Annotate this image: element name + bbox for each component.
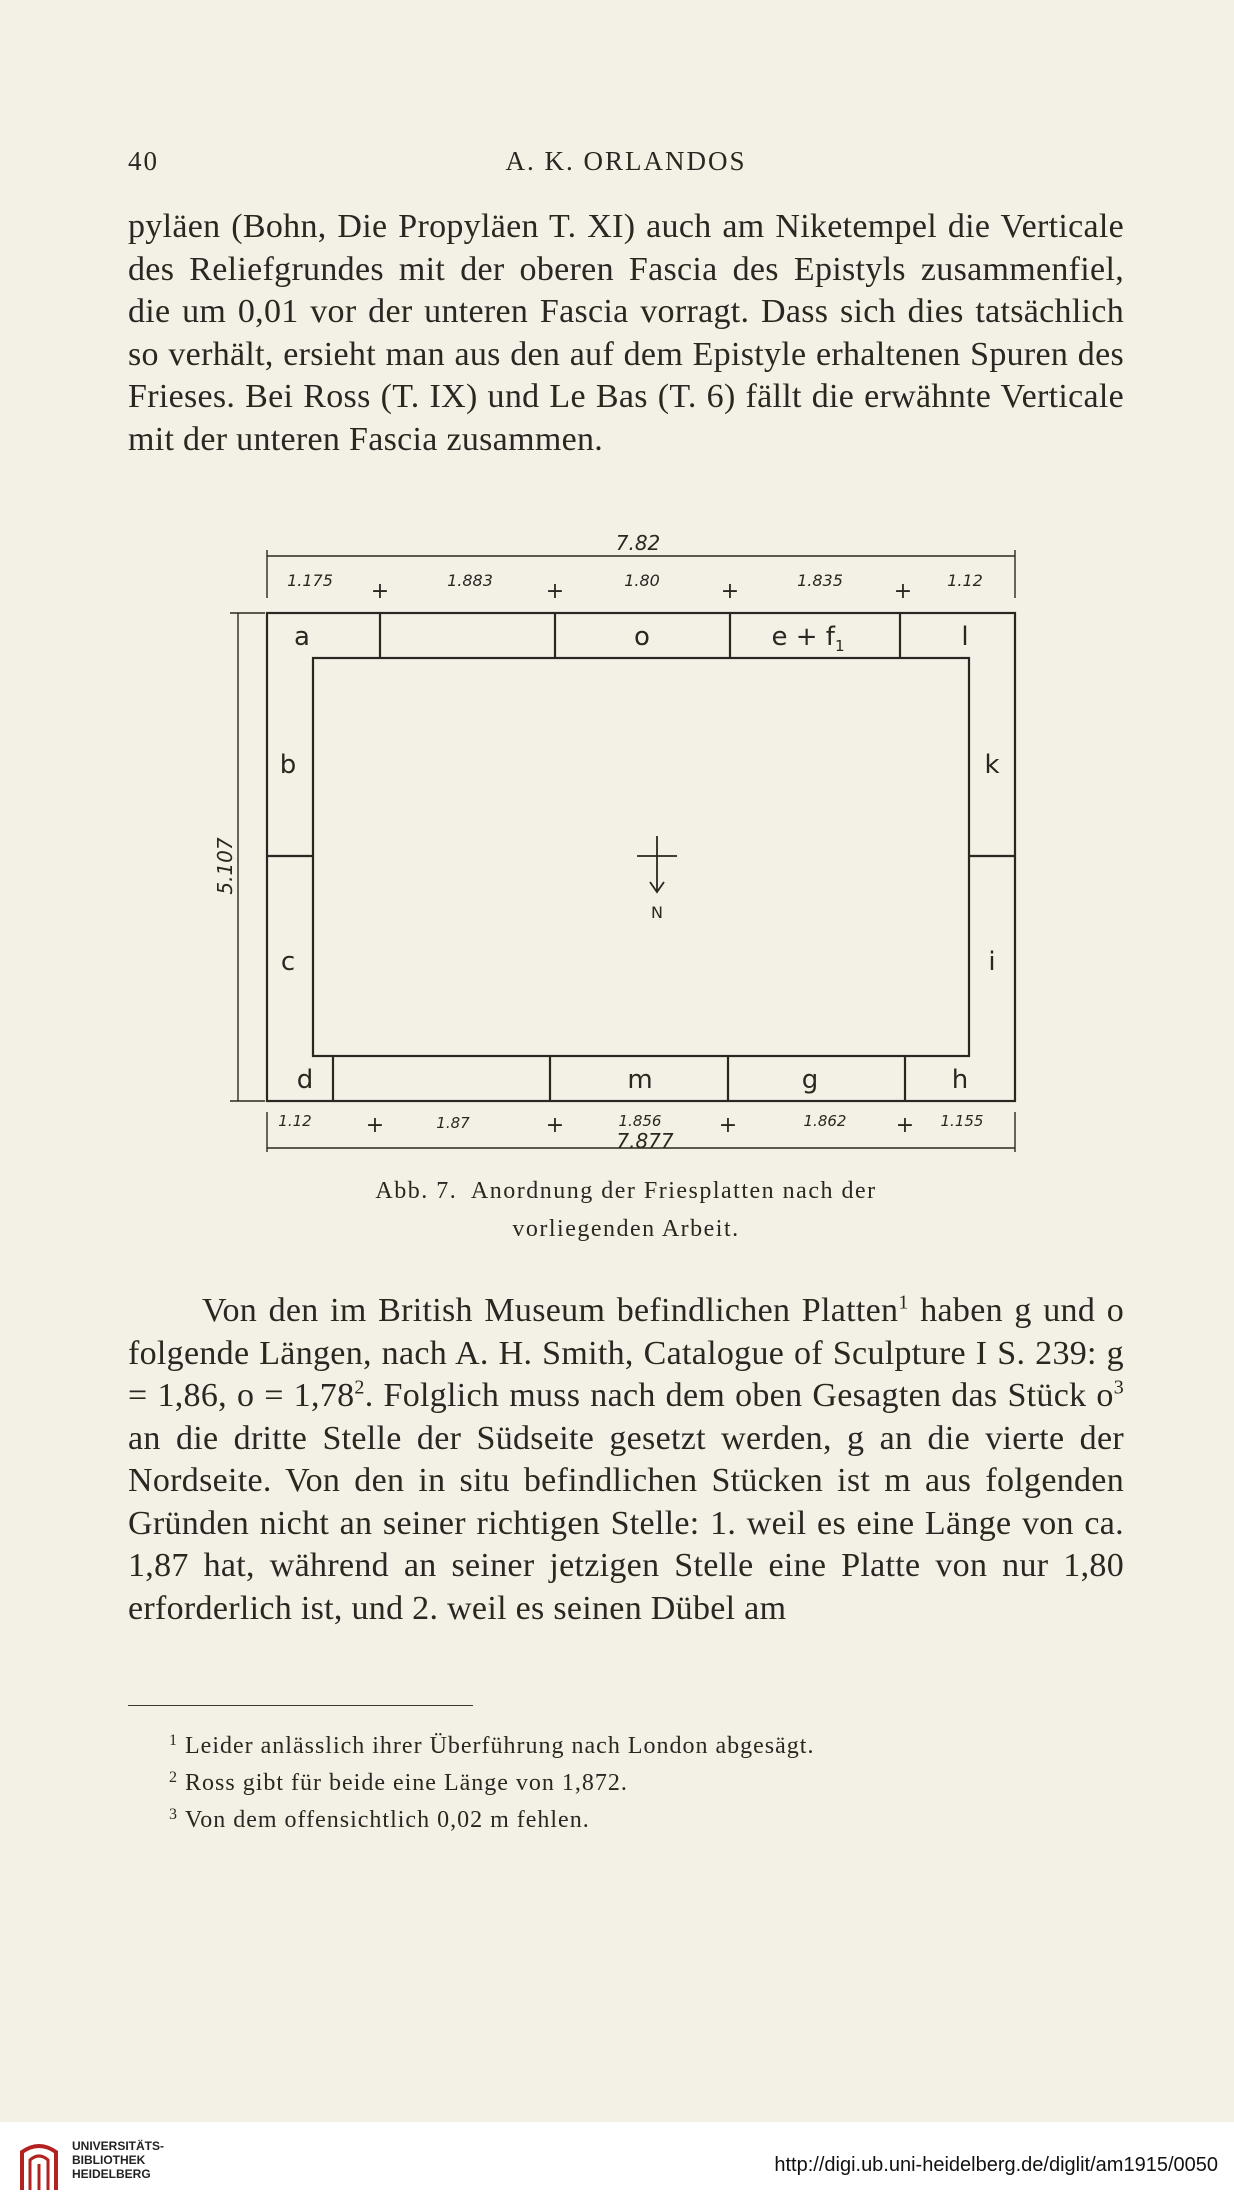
top-total-dim: 7.82 [615, 531, 661, 555]
tick-mark: + [718, 1113, 738, 1138]
frieze-diagram [213, 531, 1040, 1166]
footnote-ref-1[interactable]: 1 [898, 1291, 909, 1314]
slab-label-m: m [627, 1065, 653, 1095]
slab-label-d: d [296, 1065, 314, 1095]
tick-mark: + [365, 1113, 385, 1138]
bottom-total-dim: 7.877 [616, 1129, 674, 1153]
bottom-dim-5: 1.155 [940, 1112, 984, 1130]
tick-mark: + [895, 1113, 915, 1138]
top-dim-4: 1.835 [797, 571, 843, 590]
footer-bar [0, 2122, 1234, 2206]
footnote-1: 1 Leider anlässlich ihrer Überführung nach London abgesägt. [169, 1732, 815, 1759]
tick-mark: + [893, 579, 913, 604]
paragraph-1 [128, 206, 1124, 461]
slab-label-g: g [801, 1065, 819, 1095]
caption-line-1: Abb. 7. Anordnung der Friesplatten nach der [375, 1178, 877, 1204]
top-dim-5: 1.12 [947, 571, 983, 590]
slab-label-a: a [294, 622, 310, 652]
tick-mark: + [370, 579, 390, 604]
slab-label-o: o [634, 622, 650, 652]
paragraph-2 [128, 1290, 1124, 1630]
source-url-link[interactable]: http://digi.ub.uni-heidelberg.de/diglit/am1915/0050 [774, 2154, 1218, 2176]
tick-mark: + [545, 1113, 565, 1138]
slab-label-l: l [961, 622, 969, 652]
slab-label-i: i [988, 947, 996, 977]
slab-label-ef: $e + f_1$ [771, 622, 845, 655]
frieze-plan-svg [213, 531, 1040, 1166]
footnote-rule [128, 1705, 473, 1706]
footnotes [169, 1728, 1085, 1839]
bottom-dim-2: 1.87 [436, 1114, 470, 1132]
outer-frame [267, 613, 1015, 1101]
north-label: N [651, 903, 663, 922]
footnote-ref-2[interactable]: 2 [354, 1376, 365, 1399]
bottom-dim-1: 1.12 [278, 1112, 312, 1130]
slab-label-b: b [279, 750, 297, 780]
page-header [128, 146, 1124, 182]
bottom-dim-3: 1.856 [618, 1112, 662, 1130]
running-title: A. K. ORLANDOS [505, 146, 747, 176]
library-logo-icon [16, 2138, 62, 2194]
library-name: UNIVERSITÄTS- BIBLIOTHEK HEIDELBERG [72, 2139, 165, 2181]
tick-mark: + [720, 579, 740, 604]
tick-mark: + [545, 579, 565, 604]
footnote-2: 2 Ross gibt für beide eine Länge von 1,872. [169, 1769, 628, 1796]
side-total-dim: 5.107 [213, 837, 237, 895]
top-dim-3: 1.80 [624, 571, 660, 590]
page-number: 40 [128, 146, 159, 176]
figure-caption [128, 1172, 1124, 1248]
slab-label-k: k [984, 750, 1000, 780]
paragraph-2-text: Von den im British Museum befindlichen Platten$^1$ haben g und o folgende Längen, nach A. H. Smith, Catalogue of Sculpture I S. 239: g = 1,86, $o = 1,78^2$. Folglich muss nach dem oben Gesagten das Stück $o^3$ an die dritte Stelle der Südseite gesetzt werden, g an die vierte der Nordseite. Von den in situ befindlichen Stücken ist m aus folgenden Gründen nicht an seiner richtigen Stelle: 1. weil es eine Länge von ca. 1,87 hat, während an seiner jetzigen Stelle eine Platte von nur 1,80 erforderlich ist, und 2. weil es seinen Dübel am [128, 1291, 1125, 1627]
top-dim-2: 1.883 [447, 571, 493, 590]
bottom-dim-4: 1.862 [803, 1112, 847, 1130]
paragraph-1-text: pyläen (Bohn, Die Propyläen T. XI) auch am Niketempel die Verticale des Reliefgrundes mit der oberen Fascia des Epistyls zusammenfiel, die um 0,01 vor der unteren Fascia vorragt. Dass sich dies tatsächlich so verhält, ersieht man aus den auf dem Epistyle erhaltenen Spuren des Frieses. Bei Ross (T. IX) und Le Bas (T. 6) fällt die erwähnte Verticale mit der unteren Fascia zusammen. [128, 208, 1124, 458]
inner-frame [313, 658, 969, 1056]
slab-label-h: h [951, 1065, 969, 1095]
footnote-3: 3 Von dem offensichtlich 0,02 m fehlen. [169, 1806, 590, 1833]
footnote-ref-3[interactable]: 3 [1113, 1376, 1124, 1399]
caption-line-2: vorliegenden Arbeit. [512, 1216, 740, 1242]
slab-label-c: c [280, 947, 296, 977]
top-dim-1: 1.175 [287, 571, 333, 590]
